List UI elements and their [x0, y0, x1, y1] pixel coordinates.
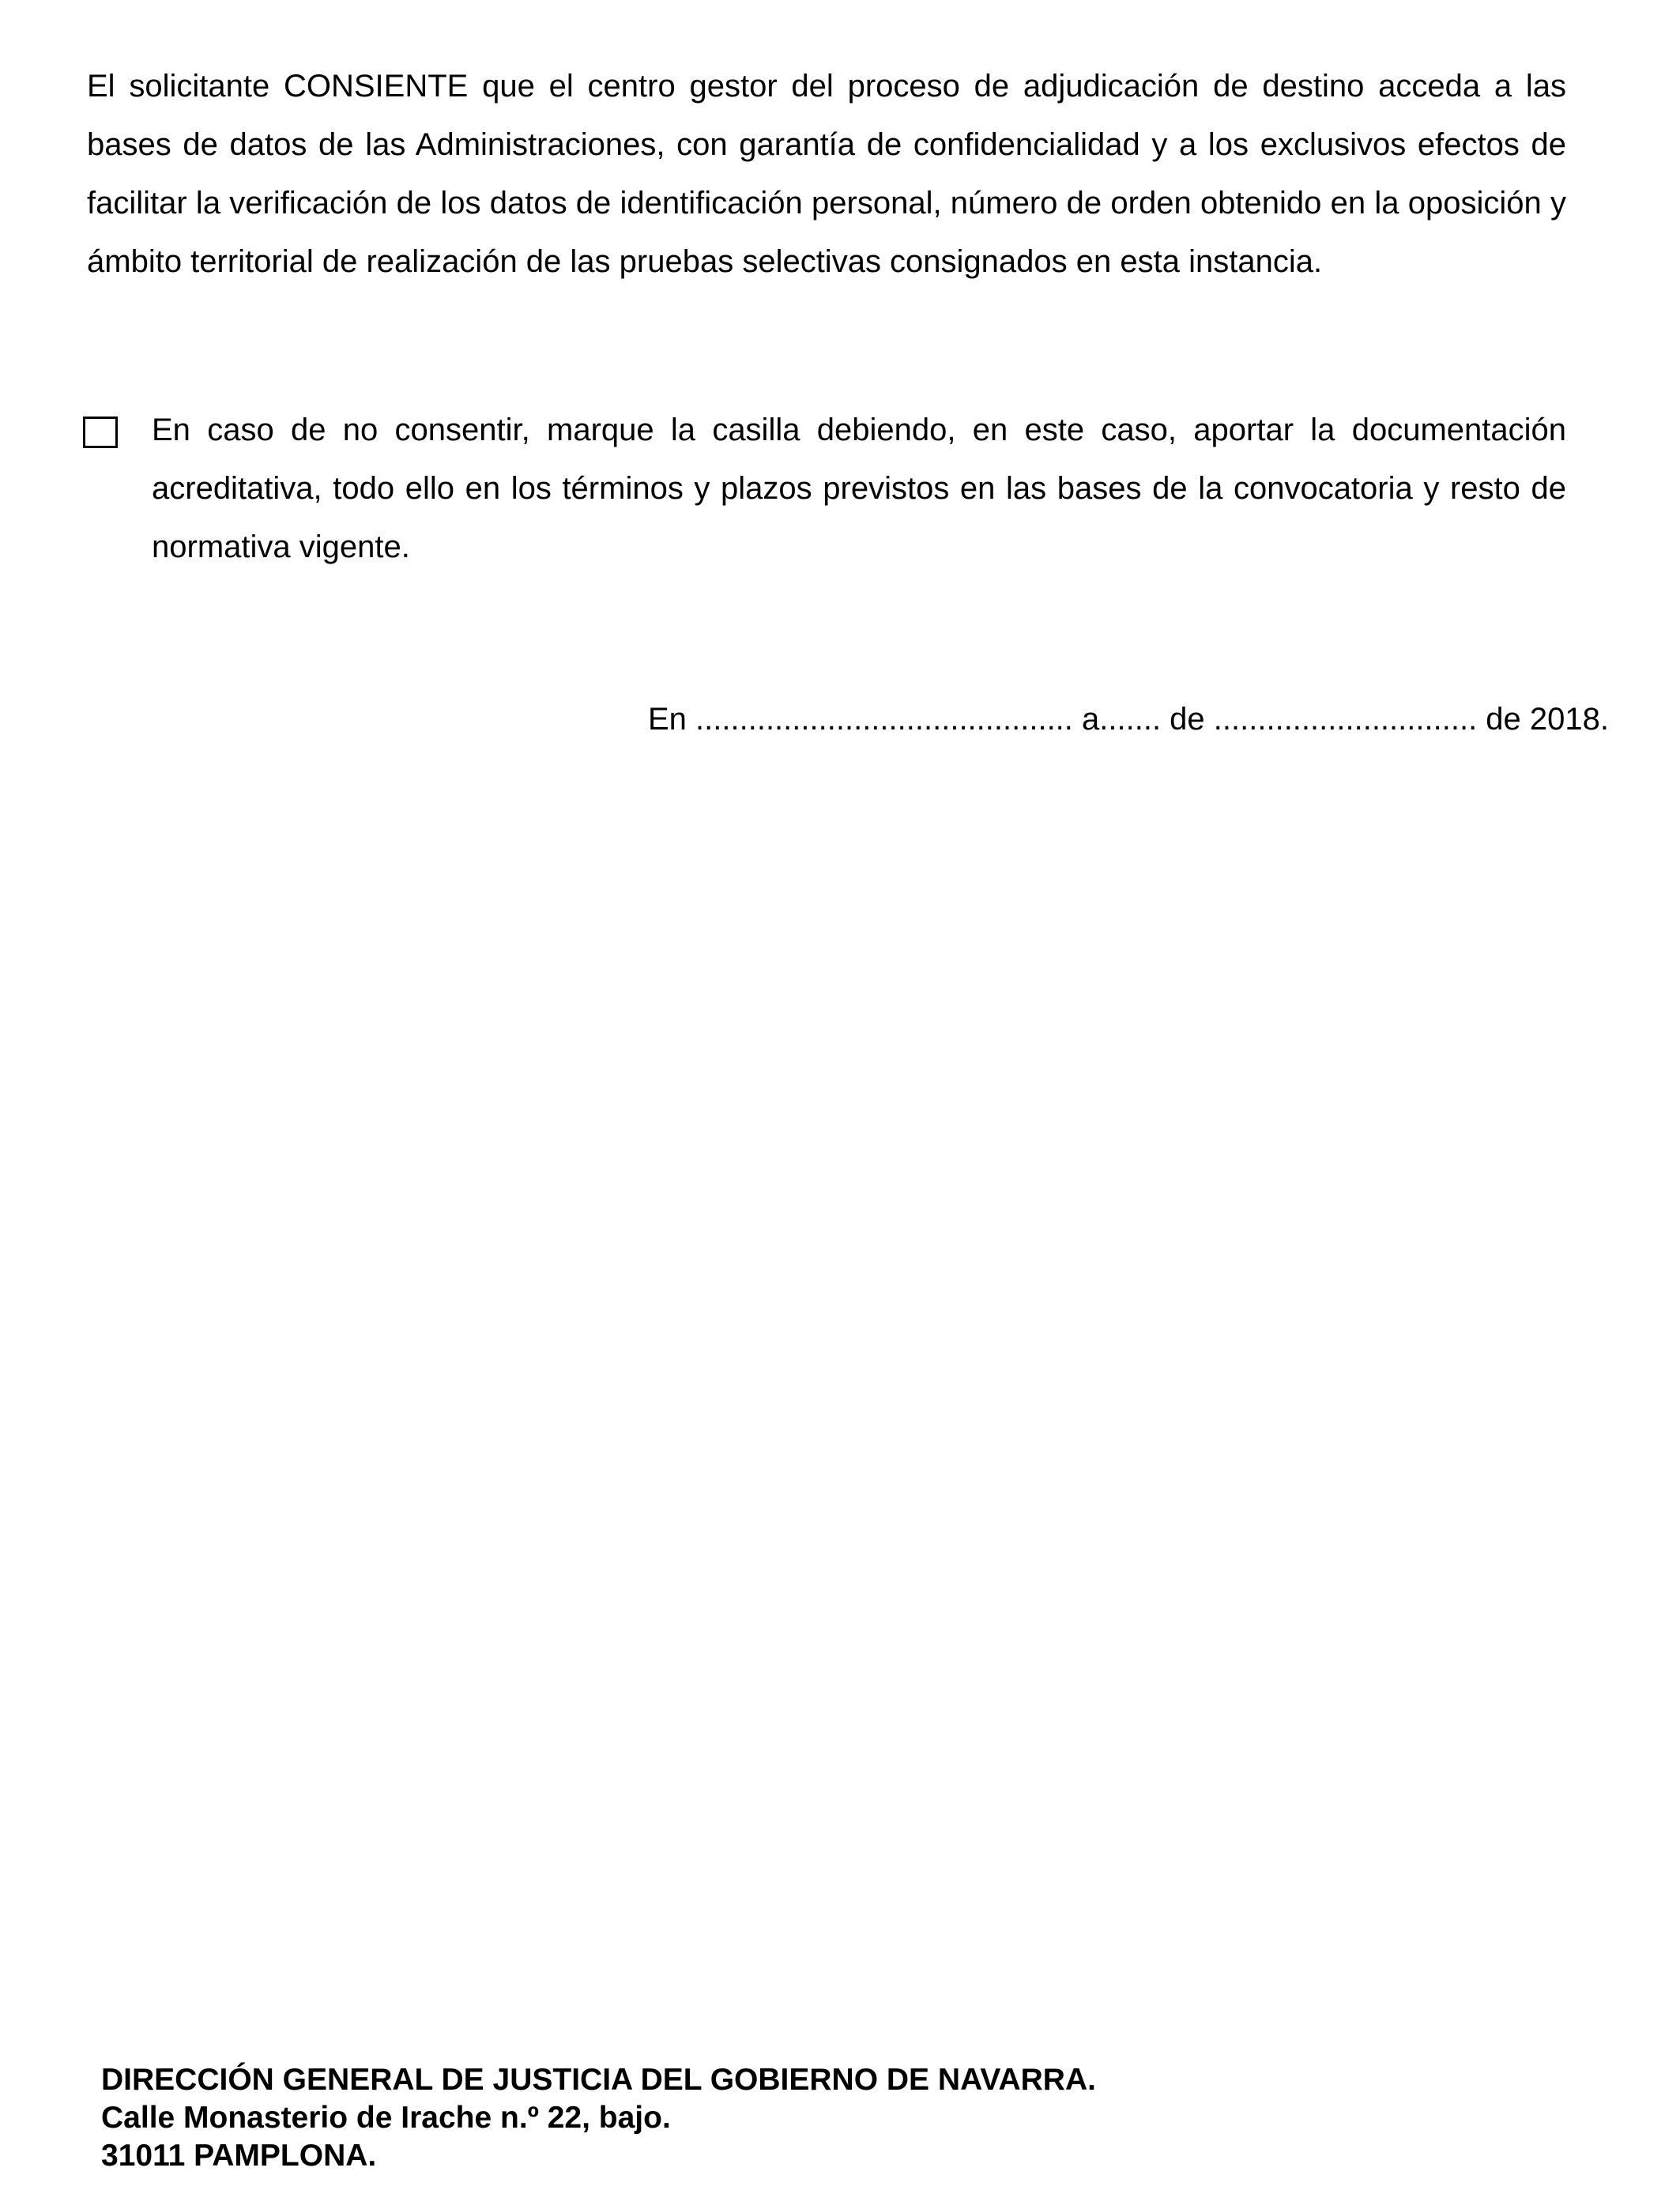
- footer-line-city: 31011 PAMPLONA.: [101, 2139, 377, 2173]
- footer-line-street: Calle Monasterio de Irache n.º 22, bajo.: [101, 2101, 671, 2135]
- opt-out-checkbox[interactable]: [83, 417, 118, 448]
- footer-line-institution: DIRECCIÓN GENERAL DE JUSTICIA DEL GOBIERNO DE NAVARRA.: [101, 2063, 1096, 2097]
- footer-address: [101, 2061, 1096, 2175]
- place-date-line: En ........................................... a....... de .............................. de 2018.: [648, 702, 1609, 737]
- opt-out-paragraph: En caso de no consentir, marque la casilla debiendo, en este caso, aportar la documentación acreditativa, todo ello en los términos y plazos previstos en las bases de la convocatoria y resto de normativa vigente.: [152, 413, 1566, 564]
- consent-paragraph: El solicitante CONSIENTE que el centro gestor del proceso de adjudicación de destino acceda a las bases de datos de las Administraciones, con garantía de confidencialidad y a los exclusivos efectos de facilitar la verificación de los datos de identificación personal, número de orden obtenido en la oposición y ámbito territorial de realización de las pruebas selectivas consignados en esta instancia.: [87, 69, 1566, 279]
